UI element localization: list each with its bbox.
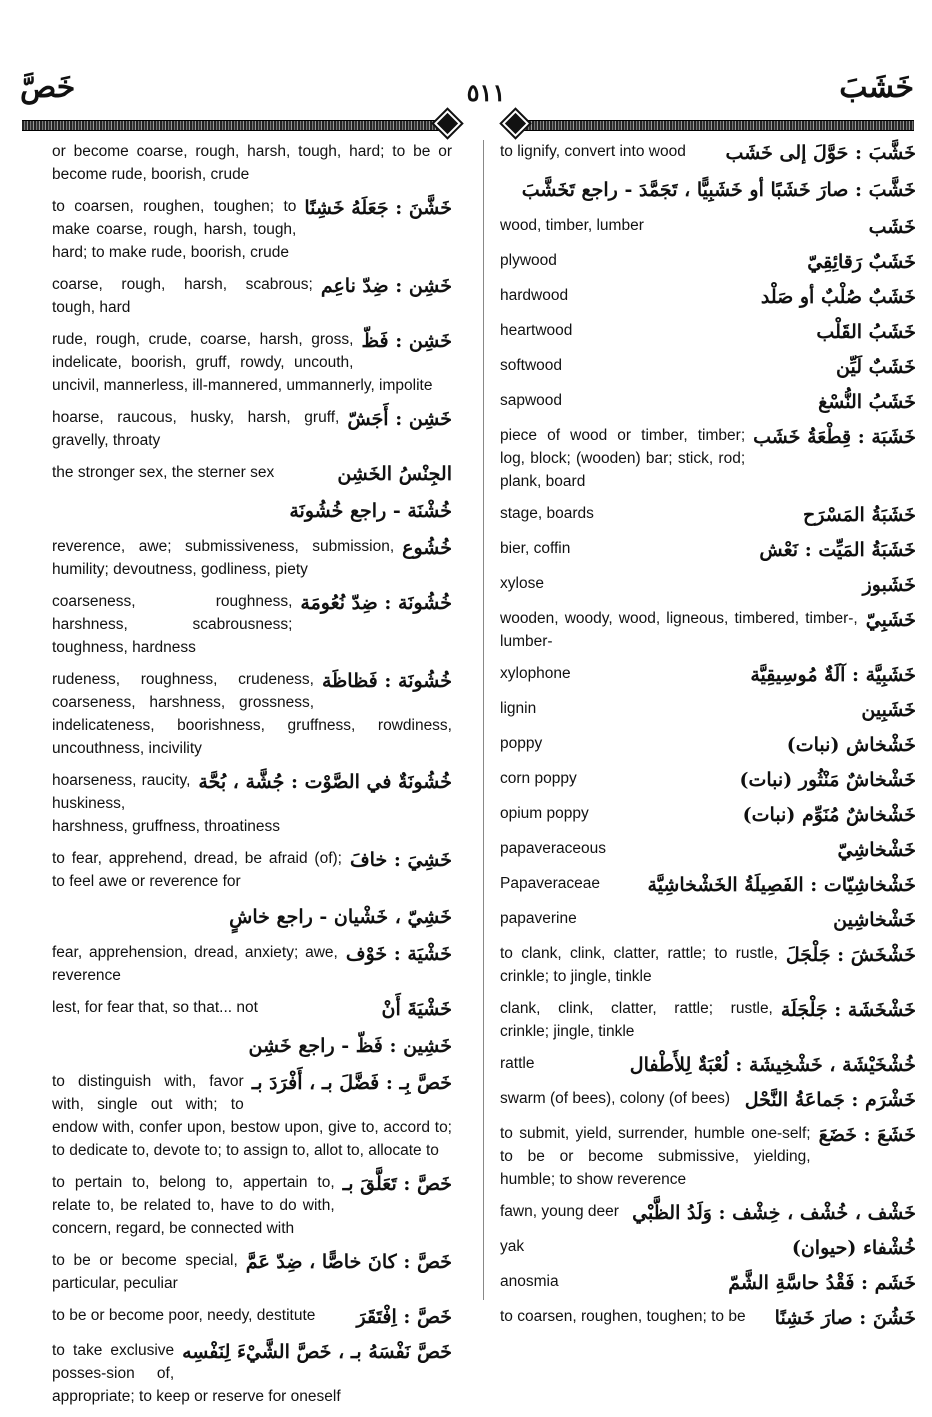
arabic-headword: خَشِين : فَظّ - راجع خَشِن: [248, 1035, 452, 1057]
english-definition: anosmia: [500, 1273, 559, 1290]
arabic-headword: خَشَبٌ رَقائِقِيّ: [807, 251, 916, 273]
arabic-headword: خَشْيَةَ أَنْ: [381, 998, 452, 1020]
arabic-headword: خَشْخاشٌ مَنْثُور (نبات): [739, 769, 916, 791]
english-definition: piece of wood or timber, timber; log, block; (wooden) bar; stick, rod; plank, board: [500, 427, 746, 490]
english-definition: papaveraceous: [500, 840, 606, 857]
dictionary-entry: [52, 1339, 452, 1408]
english-definition: plywood: [500, 252, 557, 269]
dictionary-entry: [52, 140, 452, 186]
dictionary-entry: [52, 1249, 452, 1295]
arabic-headword: خَشَّبَ : حَوَّلَ إلى خَشَب: [725, 142, 916, 164]
english-definition: to be or become special, particular, peculiar: [52, 1252, 238, 1292]
arabic-headword: خُشْنَة - راجع خُشُونَة: [289, 500, 452, 522]
english-definition: heartwood: [500, 322, 573, 339]
dictionary-entry: [52, 195, 452, 264]
page-number: ٥١١: [466, 78, 506, 107]
arabic-headword: خُشُونَةٌ في الصَّوْت : جُشَّة ، بُحَّة: [198, 771, 452, 793]
dictionary-entry: [500, 424, 916, 493]
english-definition: corn poppy: [500, 770, 577, 787]
arabic-headword: خَشْخَشَ : جَلْجَلَ: [785, 944, 916, 966]
dictionary-entry: [52, 535, 452, 581]
arabic-headword: خَشْيَة : خَوْف: [345, 943, 452, 965]
arabic-headword: خَشَبَةُ المَيِّت : نَعْش: [759, 539, 916, 561]
english-definition: xylophone: [500, 665, 571, 682]
dictionary-entry: [500, 732, 916, 758]
dictionary-entry: [500, 214, 916, 240]
english-definition: reverence, awe; submissiveness, submission, humility; devoutness, godliness, piety: [52, 538, 395, 578]
arabic-headword: خَشَبَةُ المَسْرَح: [803, 504, 916, 526]
english-definition: to coarsen, roughen, toughen; to be: [500, 1308, 746, 1325]
right-column: [500, 140, 916, 1340]
dictionary-entry: [500, 767, 916, 793]
ornament-diamond-right: [502, 110, 529, 137]
dictionary-entry: [500, 872, 916, 898]
english-definition: coarse, rough, harsh, scabrous; tough, hard: [52, 276, 313, 316]
dictionary-entry: [500, 997, 916, 1043]
arabic-headword: خَشْخَشَة : جَلْجَلَة: [780, 999, 916, 1021]
arabic-headword: خَشِن : أَجَشّ: [347, 408, 452, 430]
dictionary-entry: [500, 942, 916, 988]
ornament-diamond-left: [434, 110, 461, 137]
dictionary-entry: [500, 572, 916, 598]
dictionary-entry: [500, 389, 916, 415]
dictionary-entry: [52, 941, 452, 987]
dictionary-entry: [52, 902, 452, 932]
dictionary-entry: [500, 1087, 916, 1113]
english-definition: papaverine: [500, 910, 577, 927]
dictionary-entry: [52, 406, 452, 452]
arabic-headword: خَشَّبَ : صارَ خَشَبًا أو خَشَبِيًّا ، تَجَمَّدَ - راجع تَخَشَّبَ: [521, 179, 916, 201]
arabic-headword: خَشْخاشٌ مُنَوِّم (نبات): [742, 804, 916, 826]
english-definition: xylose: [500, 575, 544, 592]
arabic-headword: خُشْخَيْشَة ، خَشْخِيشَة : لُعْبَةٌ لِلأَطْفال: [629, 1054, 916, 1076]
english-definition: lest, for fear that, so that... not: [52, 999, 258, 1016]
english-definition: the stronger sex, the sterner sex: [52, 464, 275, 481]
arabic-headword: خَشَبٌ لَيِّن: [836, 356, 916, 378]
dictionary-entry: [52, 847, 452, 893]
arabic-headword: خَشِيّ ، خَشْيان - راجع خاشٍ: [229, 906, 452, 928]
arabic-headword: خَشَبٌ صُلْبٌ أو صَلْد: [760, 286, 916, 308]
arabic-headword: خَشَبُ النُّسْغ: [818, 391, 916, 413]
dictionary-entry: [52, 496, 452, 526]
dictionary-entry: [500, 837, 916, 863]
arabic-headword: خَشِن : فَظّ: [361, 330, 452, 352]
english-definition: to clank, clink, clatter, rattle; to rustle, crinkle; to jingle, tinkle: [500, 945, 778, 985]
arabic-headword: خَشْخاش (نبات): [786, 734, 916, 756]
dictionary-entry: [500, 537, 916, 563]
english-definition: Papaveraceae: [500, 875, 600, 892]
arabic-headword: خَشِيَ : خافَ: [349, 849, 452, 871]
english-definition: rattle: [500, 1055, 535, 1072]
arabic-headword: خَشَبوز: [862, 574, 916, 596]
english-definition: rudeness, roughness, crudeness, coarseness, harshness, grossness, indelicateness, boorishness, gruffness, rowdiness, uncouthness, incivility: [52, 671, 452, 757]
english-definition: to coarsen, roughen, toughen; to make coarse, rough, harsh, tough, hard; to make rude, boorish, crude: [52, 198, 297, 261]
english-definition: sapwood: [500, 392, 563, 409]
dictionary-entry: [500, 802, 916, 828]
dictionary-entry: [500, 907, 916, 933]
dictionary-entry: [500, 607, 916, 653]
english-definition: to submit, yield, surrender, humble one-self; to be or become submissive, yielding, humble; to show reverence: [500, 1125, 811, 1188]
arabic-headword: خُشُونَة : ضِدّ نُعُومَة: [300, 592, 452, 614]
dictionary-entry: [500, 502, 916, 528]
arabic-headword: خَشِن : ضِدّ ناعِم: [320, 275, 452, 297]
english-definition: opium poppy: [500, 805, 589, 822]
arabic-headword: خَصَّ : كانَ خاصًّا ، ضِدّ عَمَّ: [245, 1251, 452, 1273]
dictionary-entry: [52, 328, 452, 397]
arabic-headword: خَشْخاشِين: [833, 909, 916, 931]
dictionary-entry: [500, 319, 916, 345]
english-definition: wood, timber, lumber: [500, 217, 644, 234]
english-definition: stage, boards: [500, 505, 594, 522]
column-divider: [483, 140, 484, 1300]
english-definition: to lignify, convert into wood: [500, 143, 686, 160]
english-definition: swarm (of bees), colony (of bees): [500, 1090, 731, 1107]
arabic-headword: خُشْفاء (حيوان): [791, 1237, 916, 1259]
dictionary-entry: [500, 1200, 916, 1226]
english-definition: clank, clink, clatter, rattle; rustle, crinkle; jingle, tinkle: [500, 1000, 773, 1040]
dictionary-entry: [500, 1305, 916, 1331]
arabic-headword: خَشْف ، خُشْف ، خِشْف : وَلَدُ الظَّبْي: [632, 1202, 916, 1224]
dictionary-entry: [500, 140, 916, 166]
arabic-headword: خَشْخاشِيّ: [837, 839, 916, 861]
english-definition: fear, apprehension, dread, anxiety; awe, reverence: [52, 944, 338, 984]
dictionary-entry: [52, 273, 452, 319]
dictionary-entry: [500, 1052, 916, 1078]
english-definition: rude, rough, crude, coarse, harsh, gross, indelicate, boorish, gruff, rowdy, uncouth, uncivil, mannerless, ill-mannered, ummannerly, impolite: [52, 331, 433, 394]
english-definition: wooden, woody, wood, ligneous, timbered, timber-, lumber-: [500, 610, 858, 650]
dictionary-entry: [52, 1031, 452, 1061]
arabic-headword: الجِنْسُ الخَشِن: [337, 463, 452, 485]
arabic-headword: خَشَبُ القَلْب: [816, 321, 916, 343]
english-definition: to pertain to, belong to, appertain to, relate to, be related to, have to do with, concern, regard, be connected with: [52, 1174, 335, 1237]
arabic-headword: خَشَب: [868, 216, 916, 238]
english-definition: softwood: [500, 357, 563, 374]
dictionary-entry: [52, 590, 452, 659]
english-definition: hardwood: [500, 287, 569, 304]
arabic-headword: خَشَبَة : قِطْعَةُ خَشَب: [753, 426, 916, 448]
arabic-headword: خَشْخاشِيّات : الفَصِيلَةُ الخَشْخاشِيَّة: [647, 874, 916, 896]
dictionary-entry: [52, 996, 452, 1022]
arabic-headword: خَصَّ : تَعَلَّقَ بـ: [342, 1173, 452, 1195]
dictionary-entry: [52, 769, 452, 838]
dictionary-entry: [500, 1122, 916, 1191]
english-definition: bier, coffin: [500, 540, 571, 557]
arabic-headword: خَشَبِين: [861, 699, 916, 721]
arabic-headword: خَشَبِيّ: [865, 609, 916, 631]
english-definition: poppy: [500, 735, 543, 752]
english-definition: fawn, young deer: [500, 1203, 619, 1220]
arabic-headword: خَشُنَ : صارَ خَشِنًا: [774, 1307, 916, 1329]
dictionary-entry: [500, 662, 916, 688]
arabic-headword: خَصَّ نَفْسَهُ بـ ، خَصَّ الشَّيْءَ لِنَفْسِه: [182, 1341, 452, 1363]
english-definition: to be or become poor, needy, destitute: [52, 1307, 316, 1324]
header-rule-right: [520, 120, 914, 131]
dictionary-entry: [500, 1235, 916, 1261]
dictionary-entry: [500, 284, 916, 310]
header-rule-left: [22, 120, 440, 131]
dictionary-entry: [500, 1270, 916, 1296]
arabic-headword: خُشُوع: [402, 537, 452, 559]
arabic-headword: خَشَّنَ : جَعَلَهُ خَشِنًا: [304, 197, 452, 219]
header-guide-word-right: خَشَبَ: [839, 70, 914, 105]
english-definition: yak: [500, 1238, 525, 1255]
arabic-headword: خَصَّ بِـ : فَضَّلَ بـ ، أَفْرَدَ بـ: [251, 1072, 452, 1094]
arabic-headword: خَشَبِيَّة : آلَةٌ مُوسِيقِيَّة: [750, 664, 916, 686]
english-definition: to take exclusive posses-sion of, appropriate; to keep or reserve for oneself: [52, 1342, 341, 1405]
dictionary-entry: [52, 668, 452, 760]
english-definition: hoarse, raucous, husky, harsh, gruff, gravelly, throaty: [52, 409, 340, 449]
dictionary-entry: [52, 1304, 452, 1330]
english-definition: to distinguish with, favor with, single out with; to endow with, confer upon, bestow upon, give to, accord to; to dedicate to, devote to; to assign to, allot to, allocate to: [52, 1073, 452, 1159]
dictionary-entry: [52, 461, 452, 487]
dictionary-entry: [500, 249, 916, 275]
english-definition: hoarseness, raucity, huskiness, harshness, gruffness, throatiness: [52, 772, 281, 835]
dictionary-entry: [500, 175, 916, 205]
dictionary-entry: [500, 354, 916, 380]
english-definition: lignin: [500, 700, 537, 717]
arabic-headword: خَصَّ : اِفْتَقَرَ: [356, 1306, 452, 1328]
header-guide-word-left: خَصَّ: [20, 70, 76, 105]
english-definition: or become coarse, rough, harsh, tough, hard; to be or become rude, boorish, crude: [52, 143, 452, 183]
english-definition: coarseness, roughness, harshness, scabrousness; toughness, hardness: [52, 593, 293, 656]
english-definition: to fear, apprehend, dread, be afraid (of); to feel awe or reverence for: [52, 850, 342, 890]
left-column: [52, 140, 452, 1417]
arabic-headword: خَشْرَم : جَماعَةُ النَّحْل: [744, 1089, 916, 1111]
arabic-headword: خَشَعَ : خَضَعَ: [818, 1124, 916, 1146]
arabic-headword: خُشُونَة : فَظاظَة: [322, 670, 452, 692]
arabic-headword: خَشَم : فَقْدُ حاسَّةِ الشَّمّ: [728, 1272, 916, 1294]
dictionary-entry: [500, 697, 916, 723]
dictionary-entry: [52, 1070, 452, 1162]
dictionary-entry: [52, 1171, 452, 1240]
